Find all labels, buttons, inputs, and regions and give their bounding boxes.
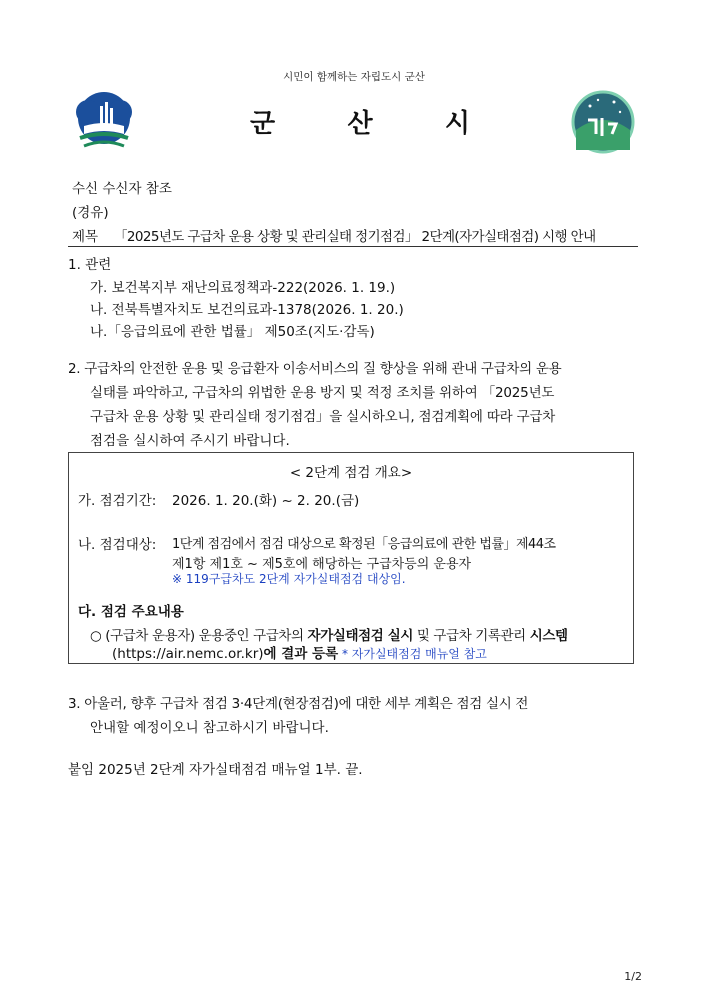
content-emphasis: 에 결과 등록 bbox=[263, 646, 339, 662]
org-title-char: 시 bbox=[444, 109, 470, 139]
period-label: 가. 점검기간: bbox=[78, 493, 157, 509]
content-emphasis: 자가실태점검 실시 bbox=[307, 628, 413, 644]
section1-item: 가. 보건복지부 재난의료정책과-222(2026. 1. 19.) bbox=[90, 280, 396, 296]
section2-line: 점검을 실시하여 주시기 바랍니다. bbox=[90, 433, 290, 449]
org-title-char: 산 bbox=[347, 109, 373, 139]
subject-label: 제목 bbox=[72, 229, 99, 245]
attachment-line: 붙임 2025년 2단계 자가실태점검 매뉴얼 1부. 끝. bbox=[68, 762, 363, 778]
system-url: (https://air.nemc.or.kr) bbox=[112, 646, 264, 662]
content-line bbox=[112, 642, 487, 662]
period-value: 2026. 1. 20.(화) ~ 2. 20.(금) bbox=[172, 493, 360, 509]
section2-line: 2. 구급차의 안전한 운용 및 응급환자 이송서비스의 질 향상을 위해 관내 구급차의 운용 bbox=[68, 361, 562, 377]
section3-line: 3. 아울러, 향후 구급차 점검 3·4단계(현장점검)에 대한 세부 계획은 점검 실시 전 bbox=[68, 696, 529, 712]
content-text: 및 구급차 기록관리 bbox=[412, 628, 530, 644]
section1-item: 나.「응급의료에 관한 법률」 제50조(지도·감독) bbox=[90, 324, 375, 340]
target-text: 1단계 점검에서 점검 대상으로 확정된「응급의료에 관한 법률」제44조 bbox=[172, 537, 556, 552]
manual-note: * 자가실태점검 매뉴얼 참고 bbox=[338, 647, 487, 661]
gunsan-city-logo bbox=[74, 90, 134, 154]
content-label: 다. 점검 주요내용 bbox=[78, 604, 184, 620]
section2-line: 구급차 운용 상황 및 관리실태 정기점검」을 실시하오니, 점검계획에 따라 구급차 bbox=[90, 409, 556, 425]
content-text: ○ (구급차 운용자) 운용중인 구급차의 bbox=[90, 628, 308, 644]
organization-title bbox=[250, 103, 470, 140]
section2-line: 실태를 파악하고, 구급차의 위법한 운용 방지 및 적정 조치를 위하여 「2025년도 bbox=[90, 385, 555, 401]
section1-item: 나. 전북특별자치도 보건의료과-1378(2026. 1. 20.) bbox=[90, 302, 404, 318]
target-label: 나. 점검대상: bbox=[78, 537, 157, 553]
target-note: ※ 119구급차도 2단계 자가실태점검 대상임. bbox=[172, 572, 406, 586]
target-text: 제1항 제1호 ~ 제5호에 해당하는 구급차등의 운용자 bbox=[172, 557, 472, 572]
header-divider bbox=[68, 246, 638, 247]
recipient-line: 수신 수신자 참조 bbox=[72, 181, 172, 197]
overview-box-title: < 2단계 점검 개요> bbox=[289, 465, 413, 481]
content-line bbox=[90, 624, 568, 644]
slogan: 시민이 함께하는 자립도시 군산 bbox=[283, 71, 425, 83]
gunsan-emblem-logo bbox=[570, 90, 636, 154]
section1-title: 1. 관련 bbox=[68, 257, 112, 273]
org-title-char: 군 bbox=[250, 109, 276, 139]
via-line: (경유) bbox=[72, 205, 109, 221]
page-number: 1/2 bbox=[624, 970, 642, 983]
section3-line: 안내할 예정이오니 참고하시기 바랍니다. bbox=[90, 720, 329, 736]
subject-text: 「2025년도 구급차 운용 상황 및 관리실태 정기점검」 2단계(자가실태점검) 시행 안내 bbox=[114, 229, 596, 245]
content-emphasis: 시스템 bbox=[529, 628, 568, 644]
